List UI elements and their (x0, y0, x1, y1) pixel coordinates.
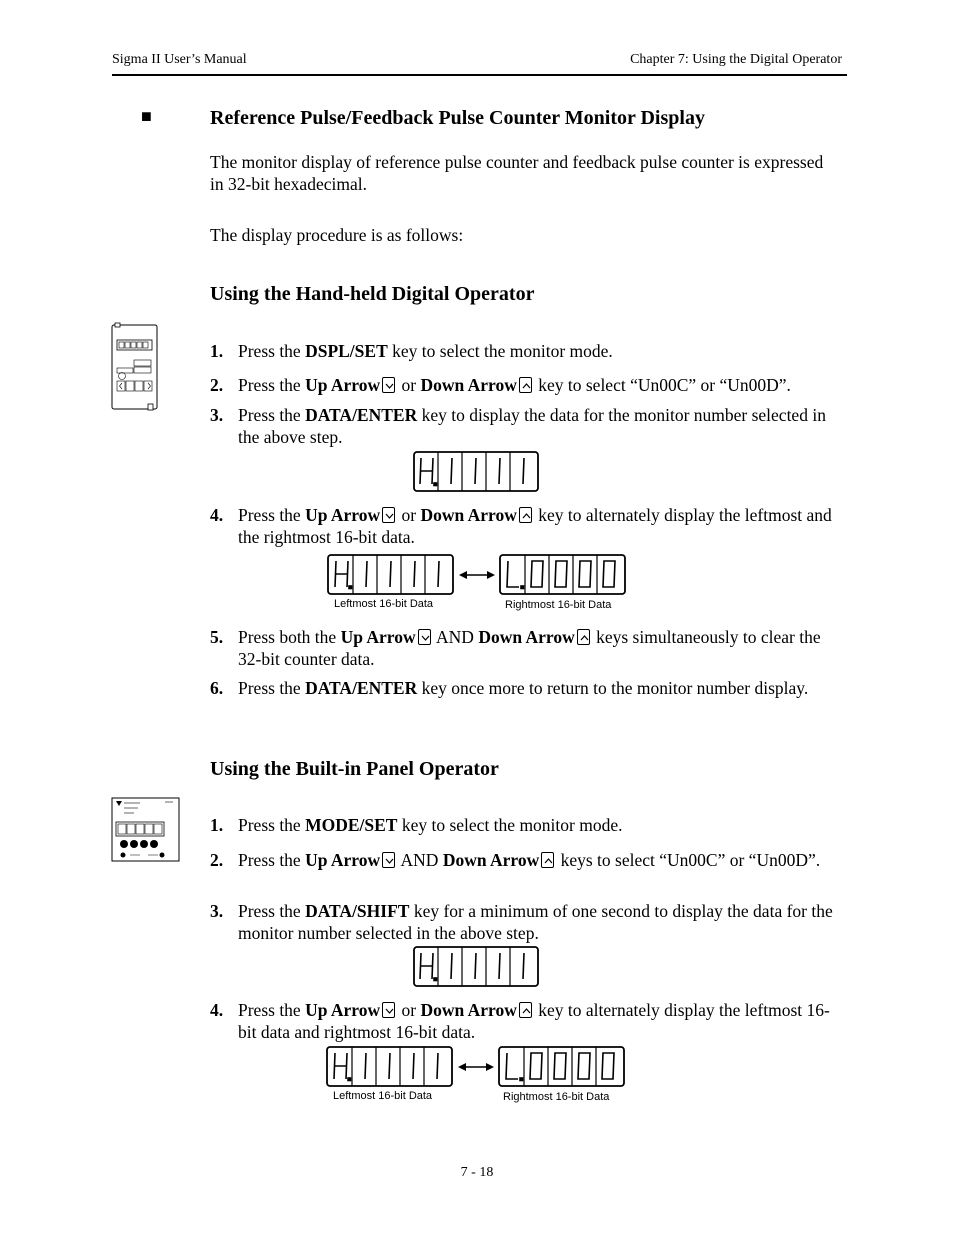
seven-segment-display-high (413, 451, 540, 493)
display-rightmost (499, 1047, 624, 1086)
up-arrow-key-icon (418, 629, 431, 645)
intro-paragraph: The monitor display of reference pulse counter and feedback pulse counter is expressed in 32-bit hexadecimal. (210, 152, 824, 194)
handheld-title: Using the Hand-held Digital Operator (210, 283, 535, 305)
arrow-double (459, 571, 495, 579)
seven-segment-display-high-panel (413, 946, 540, 988)
arrow-double (458, 1063, 494, 1071)
panel-operator-icon (110, 796, 182, 864)
procedure-paragraph: The display procedure is as follows: (210, 225, 464, 245)
down-arrow-key-icon (519, 377, 532, 393)
down-arrow-key-icon (577, 629, 590, 645)
handheld-operator-icon (110, 322, 160, 412)
up-arrow-key-icon (382, 1002, 395, 1018)
section-bullet: ■ (141, 106, 152, 126)
down-arrow-key-icon (519, 507, 532, 523)
caption-leftmost: Leftmost 16-bit Data (334, 598, 434, 610)
section-title: Reference Pulse/Feedback Pulse Counter Monitor Display (210, 107, 705, 129)
down-arrow-key-icon (519, 1002, 532, 1018)
display-pair-panel (325, 1045, 627, 1089)
up-arrow-key-icon (382, 507, 395, 523)
page-number: 7 - 18 (460, 1165, 494, 1180)
header-rule (112, 74, 847, 76)
caption-rightmost-panel: Rightmost 16-bit Data (503, 1091, 610, 1103)
panel-title: Using the Built-in Panel Operator (210, 758, 499, 780)
header-left: Sigma II User’s Manual (112, 52, 247, 67)
display-leftmost (327, 1047, 452, 1086)
display-pair-handheld (326, 553, 628, 597)
up-arrow-key-icon (382, 852, 395, 868)
caption-leftmost-panel: Leftmost 16-bit Data (333, 1090, 433, 1102)
display-leftmost (328, 555, 453, 594)
caption-rightmost: Rightmost 16-bit Data (505, 599, 612, 611)
header-right: Chapter 7: Using the Digital Operator (630, 52, 842, 67)
display-rightmost (500, 555, 625, 594)
up-arrow-key-icon (382, 377, 395, 393)
down-arrow-key-icon (541, 852, 554, 868)
